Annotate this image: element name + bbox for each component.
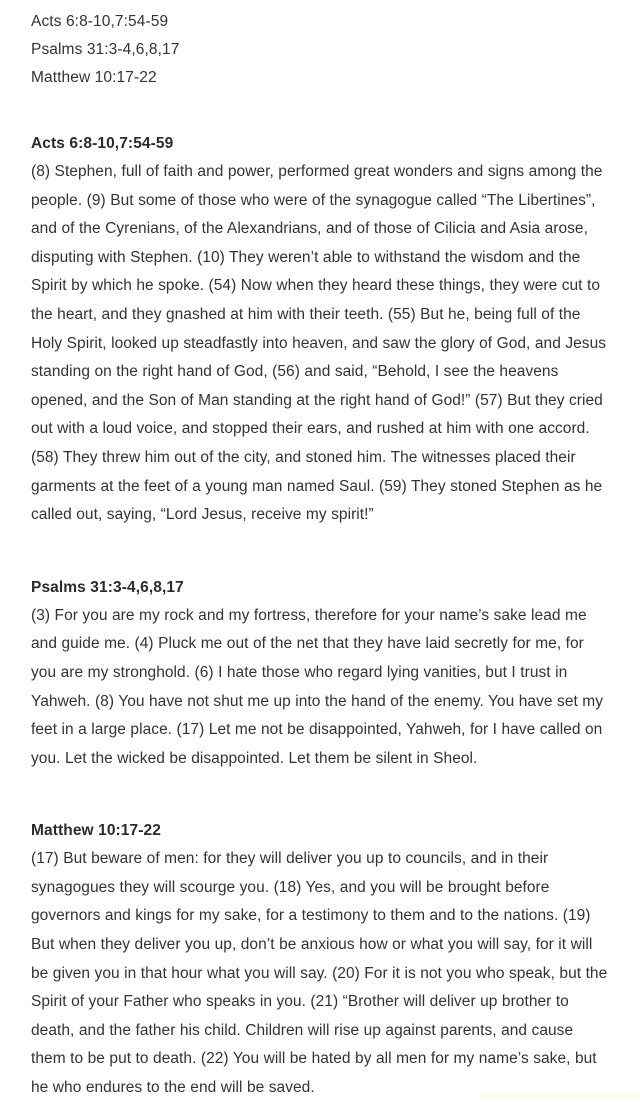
passage-matthew bbox=[31, 817, 610, 1102]
reading-reference-list bbox=[31, 8, 610, 92]
passage-title: Psalms 31:3-4,6,8,17 bbox=[31, 578, 184, 596]
passage-psalms bbox=[31, 574, 610, 774]
passage-list bbox=[31, 130, 610, 1103]
passage-title: Acts 6:8-10,7:54-59 bbox=[31, 135, 174, 152]
passage-acts bbox=[31, 130, 610, 530]
passage-body: (3) For you are my rock and my fortress, therefore for your name’s sake lead me and guide me. (4) Pluck me out of the net that they have laid secretly for me, for you are my stronghold. (6) I hate those who regard lying vanities, but I trust in Yahweh. (8) You have not shut me up into the hand of the enemy. You have set my feet in a large place. (17) Let me not be disappointed, Yahweh, for I have called on you. Let the wicked be disappointed. Let them be silent in Sheol. bbox=[31, 606, 604, 767]
reading-reference-item: Acts 6:8-10,7:54-59 bbox=[31, 13, 169, 30]
passage-body: (17) But beware of men: for they will deliver you up to councils, and in their synagogues they will scourge you. (18) Yes, and you will be brought before governors and kings for my sake, for a testimony to them and to the nations. (19) But when they deliver you up, don’t be anxious how or what you will say, for it will be given you in that hour what you will say. (20) For it is not you who speak, but the Spirit of your Father who speaks in you. (21) “Brother will deliver up brother to death, and the father his child. Children will rise up against parents, and cause them to be put to death. (22) You will be hated by all men for my name’s sake, but he who endures to the end will be saved. bbox=[31, 850, 608, 1097]
reading-reference-item: Psalms 31:3-4,6,8,17 bbox=[31, 41, 180, 58]
passage-body: (8) Stephen, full of faith and power, performed great wonders and signs among the people. (9) But some of those who were of the synagogue called “The Libertines”, and of the Cyrenians, of the Alexandrians, and of those of Cilicia and Asia arose, disputing with Stephen. (10) They weren’t able to withstand the wisdom and the Spirit by which he spoke. (54) Now when they heard these things, they were cut to the heart, and they gnashed at him with their teeth. (55) But he, being full of the Holy Spirit, looked up steadfastly into heaven, and saw the glory of God, and Jesus standing on the right hand of God, (56) and said, “Behold, I see the heavens opened, and the Son of Man standing at the right hand of God!” (57) But they cried out with a loud voice, and stopped their ears, and rushed at him with one accord. (58) They threw him out of the city, and stoned him. The witnesses placed their garments at the feet of a young man named Saul. (59) They stoned Stephen as he called out, saying, “Lord Jesus, receive my spirit!” bbox=[31, 163, 607, 524]
reading-reference-item: Matthew 10:17-22 bbox=[31, 69, 157, 86]
passage-title: Matthew 10:17-22 bbox=[31, 822, 161, 840]
